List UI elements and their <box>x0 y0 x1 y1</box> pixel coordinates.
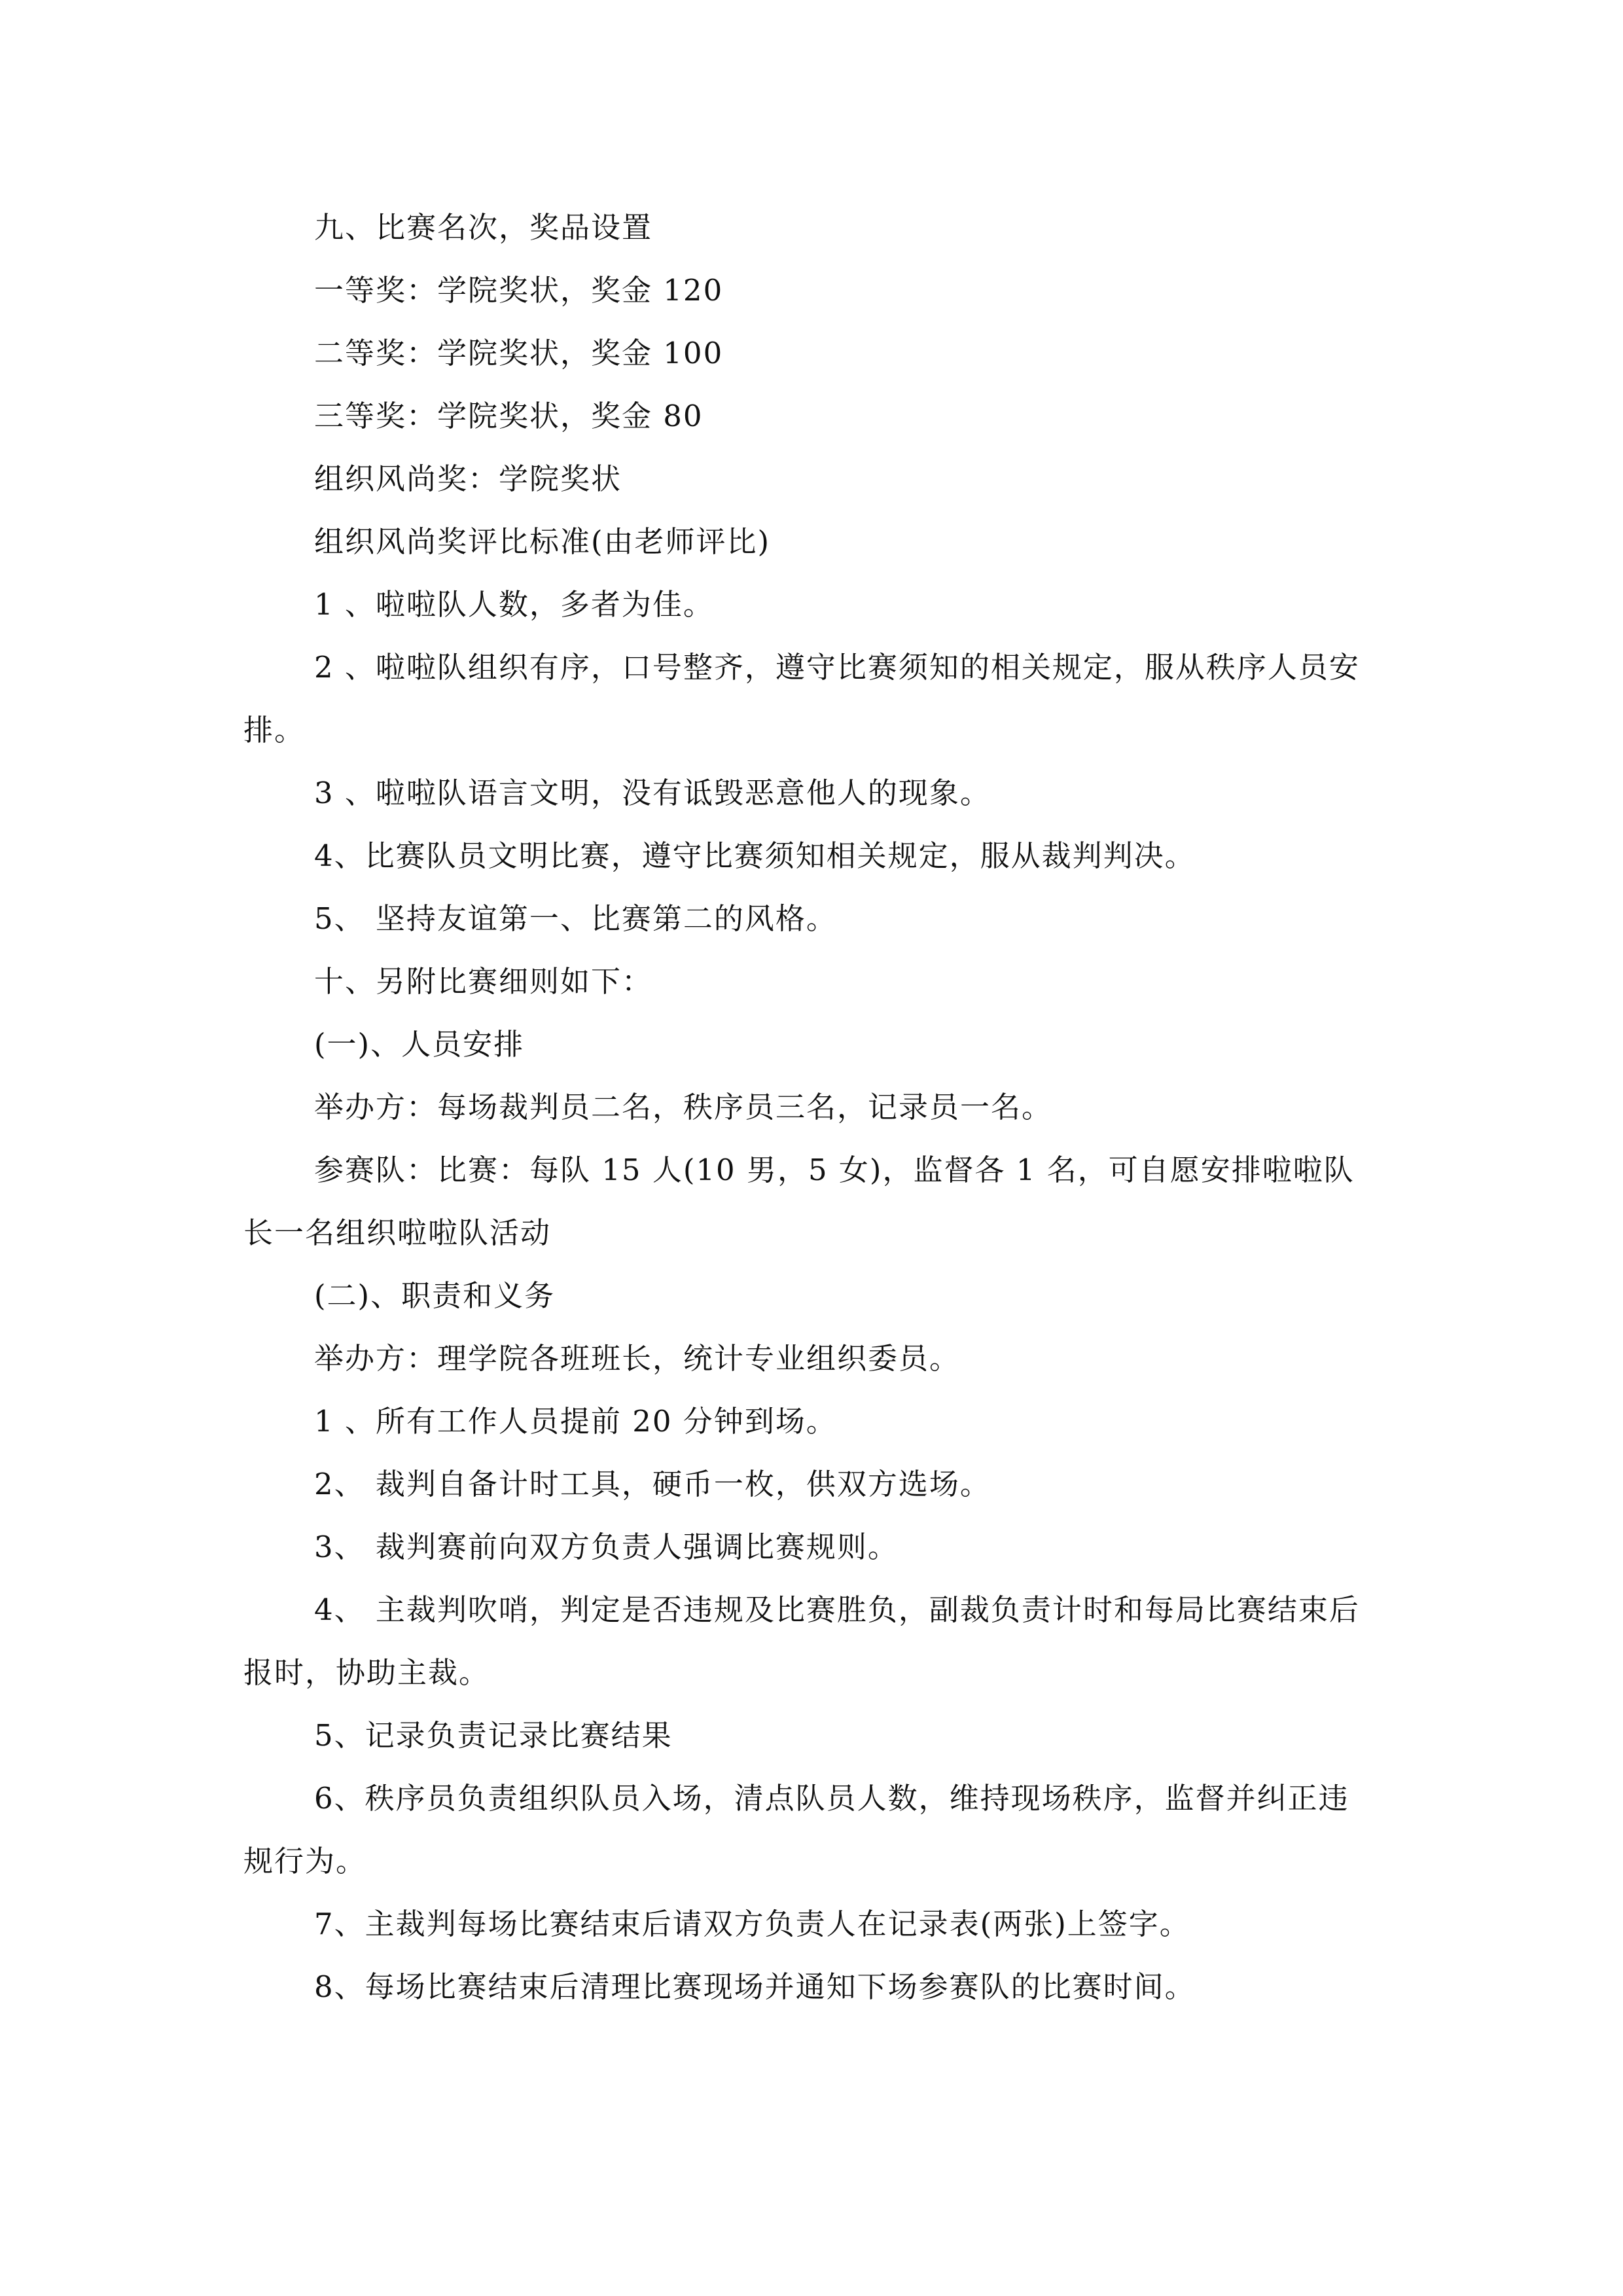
criteria-item-4: 4、比赛队员文明比赛，遵守比赛须知相关规定，服从裁判判决。 <box>314 838 1196 873</box>
duty-item-7: 7、主裁判每场比赛结束后请双方负责人在记录表(两张)上签字。 <box>314 1907 1190 1941</box>
criteria-item-5: 5、 坚持友谊第一、比赛第二的风格。 <box>314 901 837 936</box>
duty-item-8: 8、每场比赛结束后清理比赛现场并通知下场参赛队的比赛时间。 <box>314 1969 1196 2004</box>
subsection-staffing: (一)、人员安排 <box>314 1027 525 1062</box>
document-body <box>243 196 1376 2018</box>
duties-organizer: 举办方：理学院各班班长，统计专业组织委员。 <box>314 1341 961 1376</box>
organization-award-criteria-heading: 组织风尚奖评比标准(由老师评比) <box>314 524 771 559</box>
duty-item-4: 4、 主裁判吹哨，判定是否违规及比赛胜负，副裁负责计时和每局比赛结束后报时，协助主裁。 <box>243 1592 1360 1690</box>
award-third-prize: 三等奖：学院奖状，奖金 80 <box>314 399 704 433</box>
criteria-item-2: 2 、啦啦队组织有序，口号整齐，遵守比赛须知的相关规定，服从秩序人员安排。 <box>243 650 1360 747</box>
award-organization-style: 组织风尚奖：学院奖状 <box>314 461 622 496</box>
staffing-organizer: 举办方：每场裁判员二名，秩序员三名，记录员一名。 <box>314 1090 1053 1124</box>
award-second-prize: 二等奖：学院奖状，奖金 100 <box>314 336 724 370</box>
staffing-teams: 参赛队：比赛：每队 15 人(10 男，5 女)，监督各 1 名，可自愿安排啦啦队长一名组织啦啦队活动 <box>243 1153 1355 1250</box>
award-first-prize: 一等奖：学院奖状，奖金 120 <box>314 273 724 308</box>
section-heading-rules: 十、另附比赛细则如下： <box>314 964 653 999</box>
criteria-item-1: 1 、啦啦队人数，多者为佳。 <box>314 587 714 622</box>
duty-item-1: 1 、所有工作人员提前 20 分钟到场。 <box>314 1404 837 1439</box>
duty-item-2: 2、 裁判自备计时工具，硬币一枚，供双方选场。 <box>314 1467 991 1501</box>
duty-item-5: 5、记录负责记录比赛结果 <box>314 1718 673 1753</box>
section-heading-awards: 九、比赛名次，奖品设置 <box>314 210 653 245</box>
subsection-duties: (二)、职责和义务 <box>314 1278 556 1313</box>
duty-item-6: 6、秩序员负责组织队员入场，清点队员人数，维持现场秩序，监督并纠正违规行为。 <box>243 1781 1349 1878</box>
duty-item-3: 3、 裁判赛前向双方负责人强调比赛规则。 <box>314 1530 899 1564</box>
criteria-item-3: 3 、啦啦队语言文明，没有诋毁恶意他人的现象。 <box>314 776 991 810</box>
